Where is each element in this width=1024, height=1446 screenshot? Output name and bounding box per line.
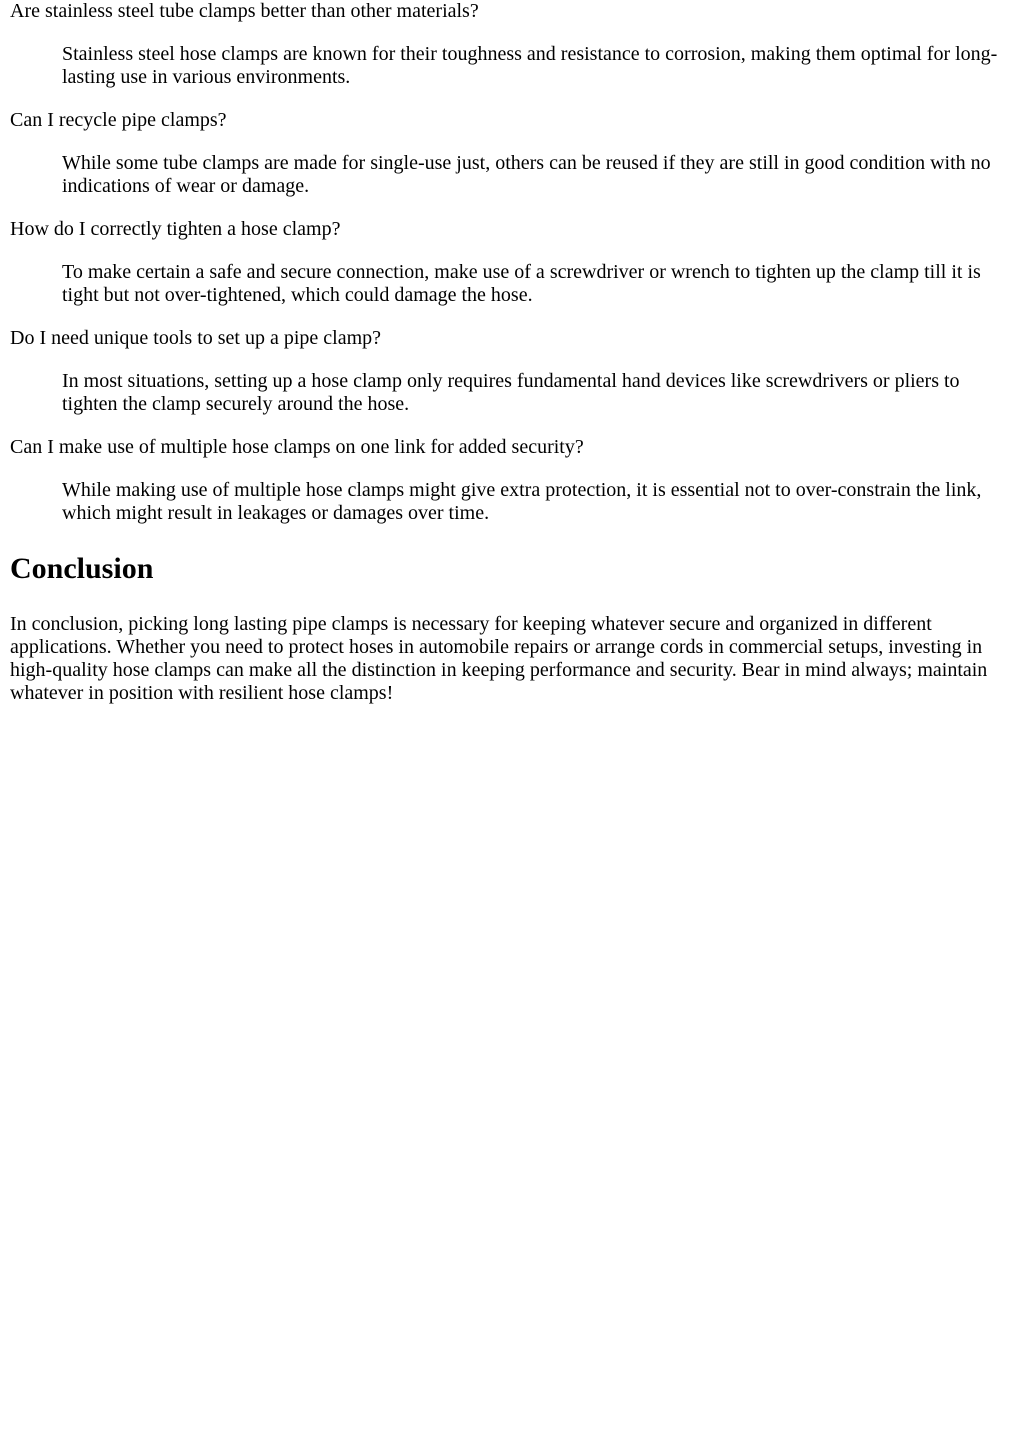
faq-answer: To make certain a safe and secure connection, make use of a screwdriver or wrench to tighten up the clamp till it is tight but not over-tightened, which could damage the hose. [62,261,981,306]
faq-question: Can I make use of multiple hose clamps on one link for added security? [10,436,584,458]
faq-question: Can I recycle pipe clamps? [10,109,227,131]
faq-question: Are stainless steel tube clamps better than other materials? [10,0,479,22]
faq-list [10,0,1014,525]
faq-question: How do I correctly tighten a hose clamp? [10,218,341,240]
faq-answer: While making use of multiple hose clamps might give extra protection, it is essential not to over-constrain the link, which might result in leakages or damages over time. [62,479,982,524]
article-page [0,0,1024,705]
faq-question: Do I need unique tools to set up a pipe clamp? [10,327,382,349]
faq-answer: Stainless steel hose clamps are known for their toughness and resistance to corrosion, making them optimal for long-lasting use in various environments. [62,43,998,88]
conclusion-heading: Conclusion [10,552,154,585]
conclusion-paragraph: In conclusion, picking long lasting pipe clamps is necessary for keeping whatever secure and organized in different applications. Whether you need to protect hoses in automobile repairs or arrange cords in commercial setups, investing in high-quality hose clamps can make all the distinction in keeping performance and security. Bear in mind always; maintain whatever in position with resilient hose clamps! [10,613,988,704]
faq-answer: While some tube clamps are made for single-use just, others can be reused if they are still in good condition with no indications of wear or damage. [62,152,991,197]
faq-answer: In most situations, setting up a hose clamp only requires fundamental hand devices like screwdrivers or pliers to tighten the clamp securely around the hose. [62,370,960,415]
